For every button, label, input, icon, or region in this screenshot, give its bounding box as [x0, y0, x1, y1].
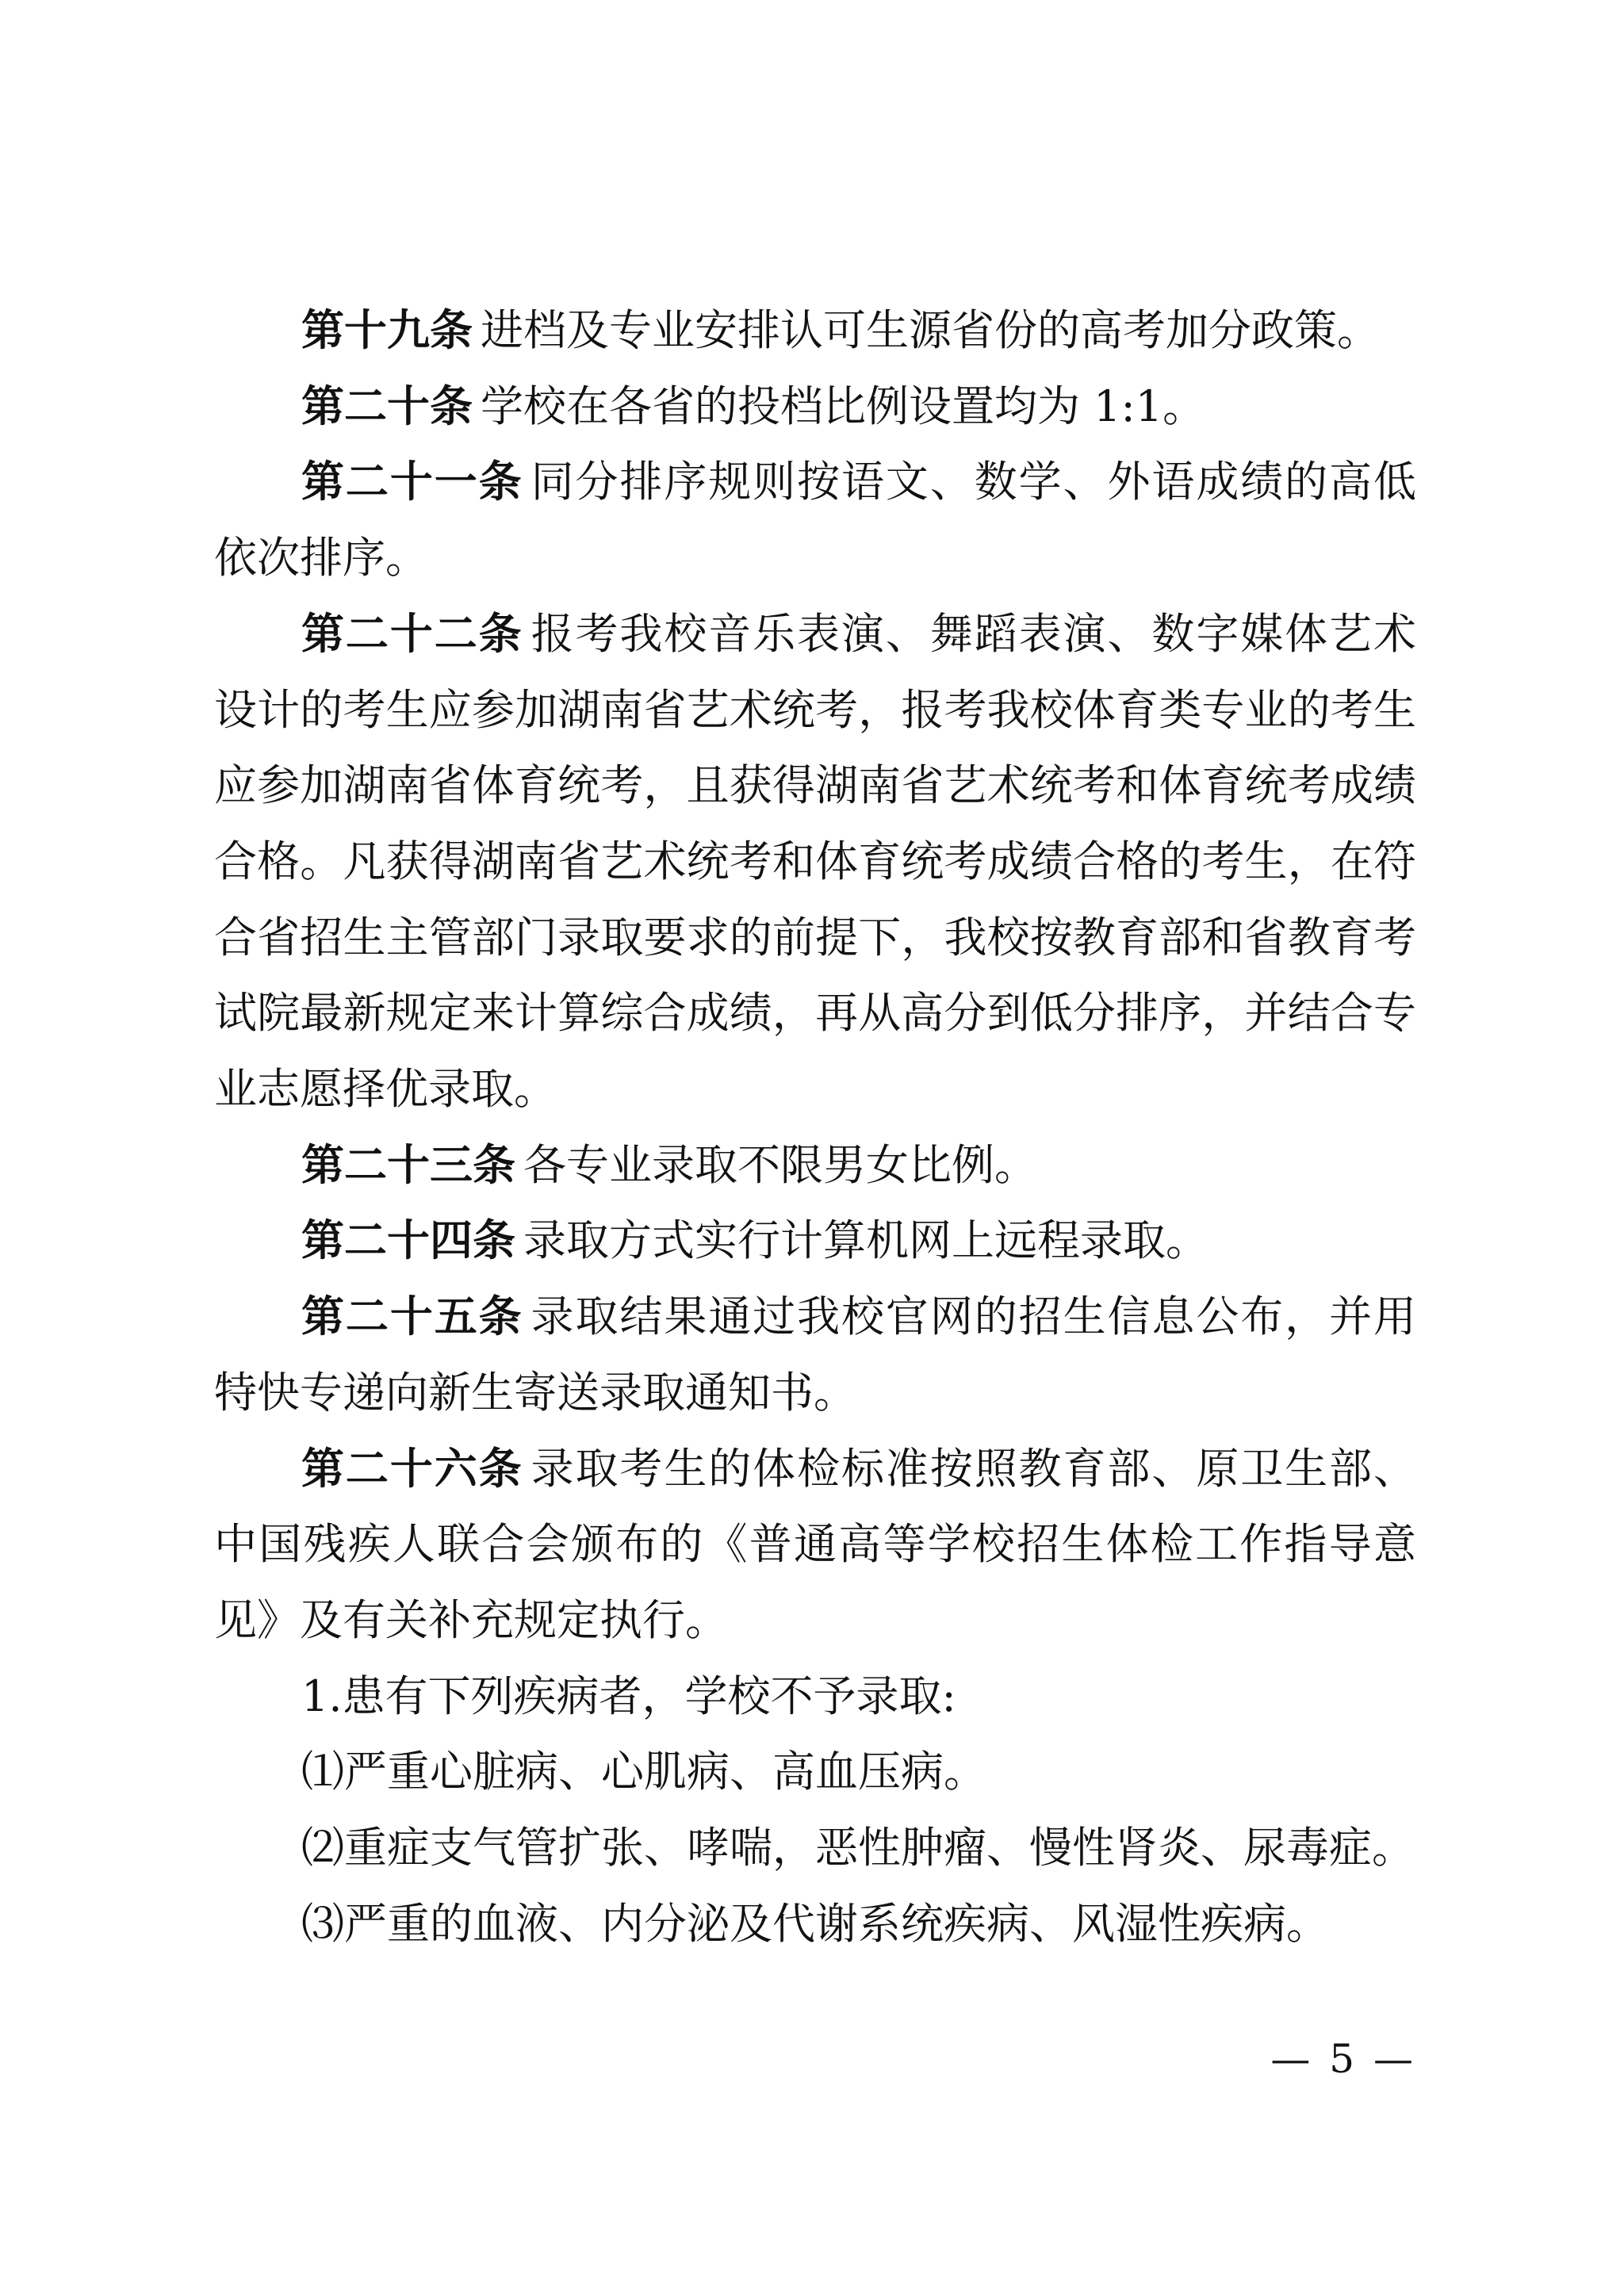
line-text: 报考我校音乐表演、舞蹈表演、数字媒体艺术 — [530, 608, 1417, 659]
line-text: 录取考生的体检标准按照教育部、原卫生部、 — [530, 1443, 1417, 1494]
paragraph-line — [214, 824, 1416, 900]
paragraph-line — [214, 520, 1416, 596]
paragraph-line — [214, 444, 1416, 520]
paragraph-line — [214, 1355, 1416, 1431]
paragraph-line — [214, 1279, 1416, 1355]
paragraph-line — [214, 1659, 1416, 1735]
paragraph-line — [214, 1734, 1416, 1810]
page — [214, 293, 1416, 2088]
article-title: 第十九条 — [301, 304, 473, 355]
line-text: 设计的考生应参加湖南省艺术统考，报考我校体育类专业的考生 — [214, 684, 1416, 735]
paragraph-line — [214, 1127, 1416, 1203]
article-title: 第二十五条 — [301, 1291, 523, 1342]
paragraph-line — [214, 293, 1416, 369]
line-text: 业志愿择优录取。 — [214, 1064, 557, 1115]
article-title: 第二十二条 — [301, 607, 523, 659]
paragraph-line — [214, 1506, 1416, 1582]
article-title: 第二十四条 — [301, 1215, 515, 1266]
line-text: 见》及有关补充规定执行。 — [214, 1594, 728, 1645]
paragraph-line — [214, 1431, 1416, 1507]
line-text: 同分排序规则按语文、数学、外语成绩的高低 — [530, 457, 1417, 507]
paragraph-line — [214, 975, 1416, 1051]
paragraph-line — [214, 1886, 1416, 1962]
article-title: 第二十条 — [301, 380, 473, 431]
page-number: — 5 — — [1270, 2036, 1416, 2083]
paragraph-line — [214, 748, 1416, 824]
paragraph-line — [214, 1582, 1416, 1659]
line-text: 试院最新规定来计算综合成绩，再从高分到低分排序，并结合专 — [214, 988, 1416, 1039]
article-title: 第二十三条 — [301, 1138, 515, 1190]
line-text: 录取结果通过我校官网的招生信息公布，并用 — [530, 1292, 1417, 1342]
paragraph-line — [214, 1810, 1416, 1886]
line-text: ⑴严重心脏病、心肌病、高血压病。 — [301, 1747, 986, 1797]
paragraph-line — [214, 1051, 1416, 1127]
article-title: 第二十一条 — [301, 456, 523, 507]
paragraph-line — [214, 900, 1416, 976]
line-text: 依次排序。 — [214, 533, 428, 584]
line-text: 学校在各省的投档比例设置均为 1:1。 — [481, 381, 1206, 431]
line-text: 1.患有下列疾病者，学校不予录取: — [301, 1670, 956, 1721]
line-text: 特快专递向新生寄送录取通知书。 — [214, 1367, 856, 1418]
line-text: 各专业录取不限男女比例。 — [523, 1139, 1037, 1190]
line-text: 合格。凡获得湖南省艺术统考和体育统考成绩合格的考生，在符 — [214, 836, 1416, 886]
line-text: 录取方式实行计算机网上远程录取。 — [523, 1215, 1208, 1266]
document-body — [214, 293, 1416, 1961]
article-title: 第二十六条 — [301, 1442, 523, 1494]
line-text: 中国残疾人联合会颁布的《普通高等学校招生体检工作指导意 — [214, 1519, 1416, 1570]
paragraph-line — [214, 1203, 1416, 1279]
paragraph-line — [214, 672, 1416, 748]
line-text: 进档及专业安排认可生源省份的高考加分政策。 — [481, 305, 1380, 355]
paragraph-line — [214, 596, 1416, 672]
line-text: 合省招生主管部门录取要求的前提下，我校按教育部和省教育考 — [214, 912, 1416, 962]
line-text: ⑶严重的血液、内分泌及代谢系统疾病、风湿性疾病。 — [301, 1898, 1329, 1949]
line-text: ⑵重症支气管扩张、哮喘，恶性肿瘤、慢性肾炎、尿毒症。 — [301, 1823, 1415, 1873]
paragraph-line — [214, 369, 1416, 445]
line-text: 应参加湖南省体育统考，且获得湖南省艺术统考和体育统考成绩 — [214, 760, 1416, 811]
